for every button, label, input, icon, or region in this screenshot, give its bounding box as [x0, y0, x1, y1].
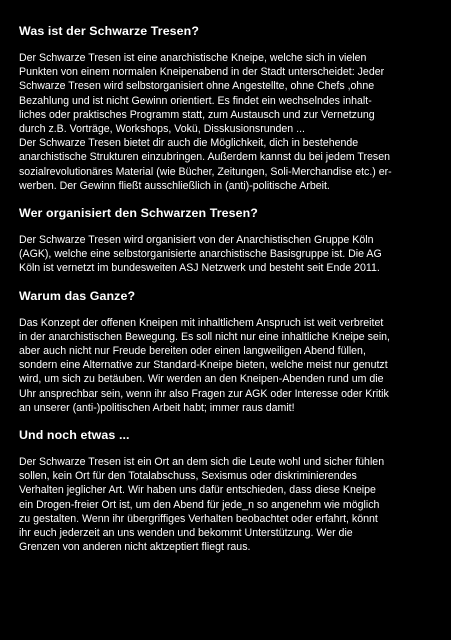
section-paragraph [19, 233, 439, 276]
text-line: Der Schwarze Tresen ist ein Ort an dem sich die Leute wohl und sicher fühlen [19, 456, 385, 469]
text-line: Der Schwarze Tresen wird organisiert von der Anarchistischen Gruppe Köln [19, 234, 374, 247]
text-line: Punkten von einem normalen Kneipenabend in der Stadt unterscheidet: Jeder [19, 66, 385, 79]
text-line: Das Konzept der offenen Kneipen mit inhaltlichem Anspruch ist weit verbreitet [19, 316, 384, 329]
text-line: Der Schwarze Tresen bietet dir auch die Möglichkeit, dich in bestehende [19, 137, 359, 150]
text-line: wird, um sich zu betäuben. Wir werden an den Kneipen-Abenden rund um die [19, 373, 384, 386]
text-line: sozialrevolutionäres Material (wie Bücher, Zeitungen, Soli-Merchandise etc.) er- [19, 165, 392, 178]
text-line: ihr euch jederzeit an uns wenden und bekommt Unterstützung. Wer die [19, 527, 353, 540]
text-line: aber auch nicht nur Freude bereiten oder einen langweiligen Abend füllen, [19, 345, 366, 358]
document-page [19, 23, 439, 554]
text-line: sondern eine Alternative zur Standard-Kneipe bieten, welche meist nur genutzt [19, 359, 388, 372]
text-line: werben. Der Gewinn fließt ausschließlich in (anti)-politische Arbeit. [19, 179, 330, 192]
text-line: Der Schwarze Tresen ist eine anarchistische Kneipe, welche sich in vielen [19, 52, 367, 64]
text-line: sollen, kein Ort für den Totalabschuss, Sexismus oder diskriminierendes [19, 470, 357, 483]
text-line: Grenzen von anderen nicht aktzeptiert fliegt raus. [19, 541, 251, 554]
text-line: in der anarchistischen Bewegung. Es soll nicht nur eine inhaltliche Kneipe sein, [19, 330, 391, 343]
section-why [19, 288, 439, 427]
section-one-more-thing [19, 427, 439, 554]
text-line: Verhalten jeglicher Art. Wir haben uns dafür entschieden, dass diese Kneipe [19, 484, 376, 497]
text-line: Uhr ansprechbar sein, wenn ihr also Fragen zur AGK oder Interesse oder Kritik [19, 387, 389, 400]
text-line: Köln ist vernetzt im bundesweiten ASJ Netzwerk und besteht seit Ende 2011. [19, 262, 380, 275]
text-line: anarchistische Strukturen einzubringen. Außerdem kannst du bei jedem Tresen [19, 151, 390, 164]
text-line: zu gestalten. Wenn ihr übergriffiges Verhalten beobachtet oder erfahrt, könnt [19, 512, 378, 525]
section-heading: Wer organisiert den Schwarzen Tresen? [19, 206, 258, 221]
section-what-is [19, 23, 439, 205]
text-line: Schwarze Tresen wird selbstorganisiert ohne Angestellte, ohne Chefs ,ohne [19, 80, 375, 93]
section-who-organizes [19, 205, 439, 288]
text-line: an unserer (anti-)politischen Arbeit habt; immer raus damit! [19, 401, 295, 414]
text-line: liches oder praktisches Programm statt, zum Austausch und zur Vernetzung [19, 108, 375, 121]
section-heading: Was ist der Schwarze Tresen? [19, 24, 200, 38]
text-line: Bezahlung und ist nicht Gewinn orientiert. Es findet ein wechselndes inhalt- [19, 94, 372, 107]
section-paragraph [19, 455, 439, 554]
section-paragraph [19, 51, 439, 193]
text-line: ein Drogen-freier Ort ist, um den Abend für jede_n so angenehm wie möglich [19, 498, 380, 511]
section-heading: Warum das Ganze? [19, 288, 136, 303]
text-line: durch z.B. Vorträge, Workshops, Vokü, Disskusionsrunden ... [19, 123, 305, 136]
section-paragraph [19, 316, 439, 415]
text-line: (AGK), welche eine selbstorganisierte anarchistische Basisgruppe ist. Die AG [19, 248, 382, 261]
section-heading: Und noch etwas ... [19, 428, 130, 443]
